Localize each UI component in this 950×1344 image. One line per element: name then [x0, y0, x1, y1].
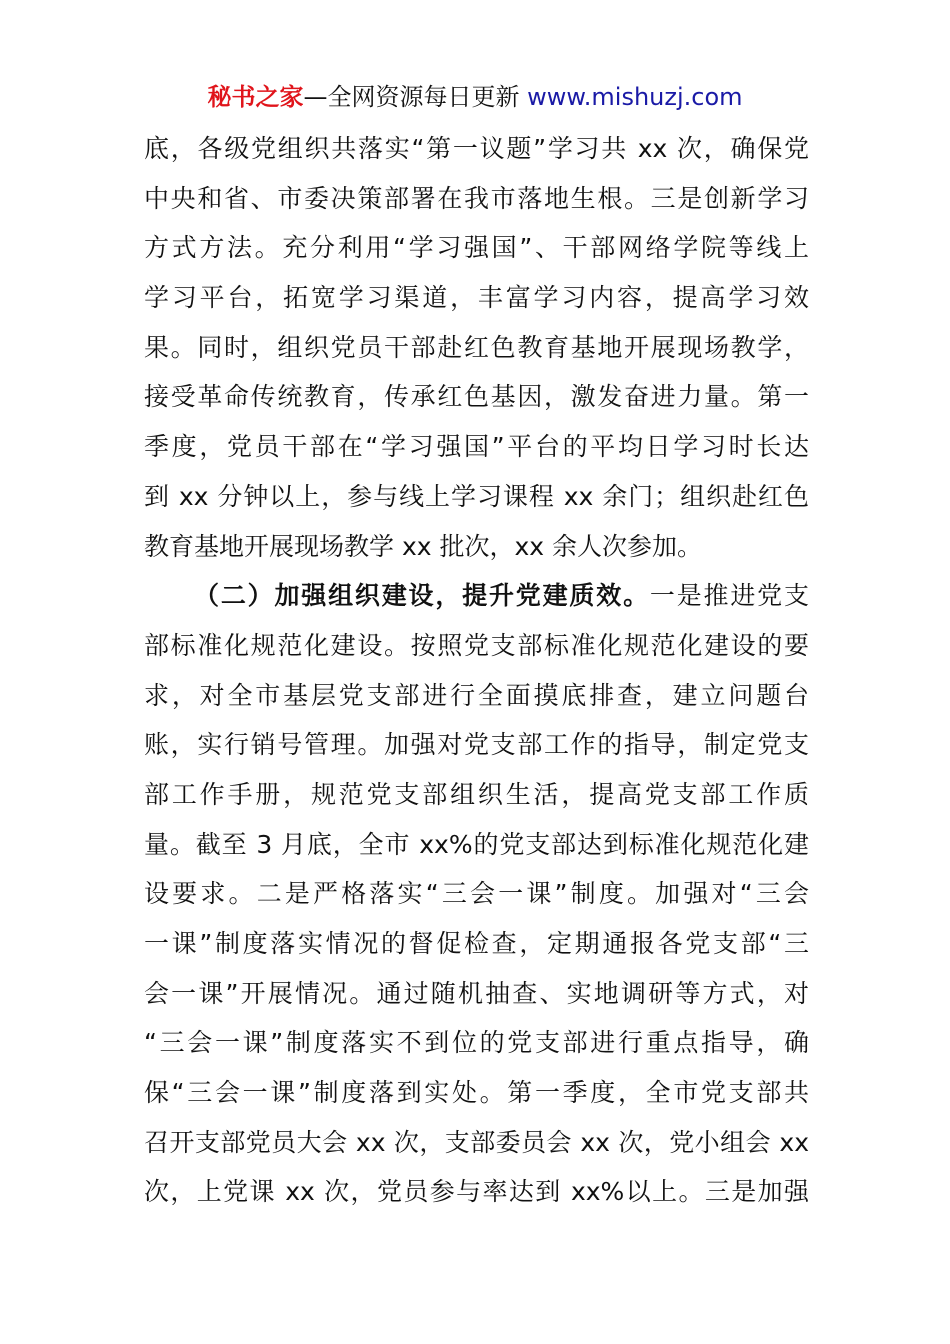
site-brand: 秘书之家: [207, 83, 304, 111]
text-line: 保“三会一课”制度落到实处。第一季度，全市党支部共: [144, 1078, 809, 1108]
text-line: 接受革命传统教育，传承红色基因，激发奋进力量。第一: [144, 382, 809, 412]
site-url-link[interactable]: www.mishuzj.com: [527, 83, 743, 111]
text-run: 一是推进党支: [649, 581, 809, 611]
text-line: 次，上党课 xx 次，党员参与率达到 xx%以上。三是加强: [144, 1177, 809, 1207]
paragraph-2: [144, 571, 809, 1217]
text-line: 部工作手册，规范党支部组织生活，提高党支部工作质: [144, 779, 809, 809]
site-header: [0, 80, 950, 114]
paragraph-1: [144, 124, 809, 571]
section-heading: （二）加强组织建设，提升党建质效。: [194, 581, 650, 611]
text-line: 量。截至 3 月底，全市 xx%的党支部达到标准化规范化建: [144, 829, 809, 859]
text-line: 季度，党员干部在“学习强国”平台的平均日学习时长达: [144, 432, 809, 462]
text-line: 学习平台，拓宽学习渠道，丰富学习内容，提高学习效: [144, 283, 809, 313]
text-line: 果。同时，组织党员干部赴红色教育基地开展现场教学，: [144, 332, 809, 362]
text-line: 会一课”开展情况。通过随机抽查、实地调研等方式，对: [144, 978, 809, 1008]
document-body: [144, 124, 809, 1217]
text-line: 教育基地开展现场教学 xx 批次，xx 余人次参加。: [144, 531, 703, 561]
text-line: 中央和省、市委决策部署在我市落地生根。三是创新学习: [144, 183, 809, 213]
text-line: 设要求。二是严格落实“三会一课”制度。加强对“三会: [144, 879, 809, 909]
text-line: “三会一课”制度落实不到位的党支部进行重点指导，确: [144, 1028, 809, 1058]
text-line: 账，实行销号管理。加强对党支部工作的指导，制定党支: [144, 730, 809, 760]
text-line: 一课”制度落实情况的督促检查，定期通报各党支部“三: [144, 929, 809, 958]
text-line: 召开支部党员大会 xx 次，支部委员会 xx 次，党小组会 xx: [144, 1127, 809, 1157]
text-line: 求，对全市基层党支部进行全面摸底排查，建立问题台: [144, 680, 809, 710]
text-line: 底，各级党组织共落实“第一议题”学习共 xx 次，确保党: [144, 134, 809, 163]
text-line: [144, 571, 809, 621]
text-line: 方式方法。充分利用“学习强国”、干部网络学院等线上: [144, 233, 809, 263]
text-line: 到 xx 分钟以上，参与线上学习课程 xx 余门；组织赴红色: [144, 481, 809, 511]
text-line: 部标准化规范化建设。按照党支部标准化规范化建设的要: [144, 630, 809, 660]
site-tagline: —全网资源每日更新: [303, 83, 520, 111]
